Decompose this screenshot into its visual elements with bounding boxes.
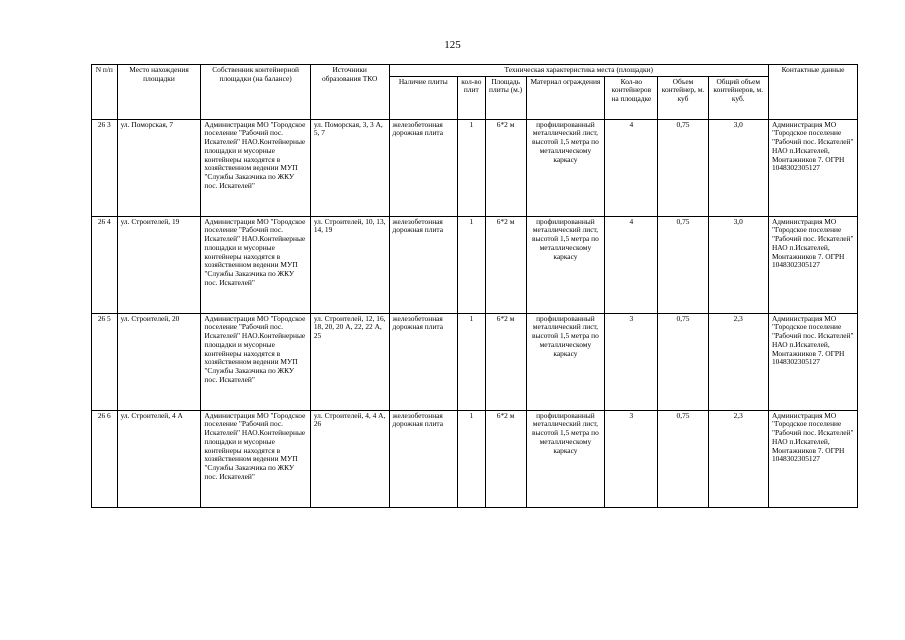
page-number: 125 bbox=[444, 39, 461, 51]
cell-plate-count: 1 bbox=[458, 410, 486, 507]
cell-contacts: Администрация МО "Городское поселение "Рабочий пос. Искателей" НАО п.Искателей, Монтажников 7. ОГРН 1048302305127 bbox=[768, 119, 857, 216]
cell-total-volume: 2,3 bbox=[708, 410, 768, 507]
cell-location: ул. Строителей, 4 А bbox=[117, 410, 201, 507]
cell-plate-count: 1 bbox=[458, 313, 486, 410]
cell-volume: 0,75 bbox=[658, 410, 708, 507]
cell-plate-area: 6*2 м bbox=[485, 216, 526, 313]
cell-plate-count: 1 bbox=[458, 119, 486, 216]
col-header-num: N п/п bbox=[92, 65, 118, 120]
cell-owner: Администрация МО "Городское поселение "Рабочий пос. Искателей" НАО.Контейнерные площадки и мусорные контейнеры находятся в хозяйственном ведении МУП "Службы Заказчика по ЖКУ пос. Искателей" bbox=[201, 410, 310, 507]
cell-location: ул. Строителей, 19 bbox=[117, 216, 201, 313]
cell-containers: 4 bbox=[605, 216, 658, 313]
cell-plates: железобетонная дорожная плита bbox=[389, 216, 458, 313]
cell-location: ул. Поморская, 7 bbox=[117, 119, 201, 216]
cell-sources: ул. Строителей, 12, 16, 18, 20, 20 А, 22, 22 А, 25 bbox=[310, 313, 389, 410]
cell-containers: 3 bbox=[605, 313, 658, 410]
col-header-owner: Собственник контейнерной площадки (на балансе) bbox=[201, 65, 310, 120]
cell-plate-count: 1 bbox=[458, 216, 486, 313]
cell-total-volume: 2,3 bbox=[708, 313, 768, 410]
cell-volume: 0,75 bbox=[658, 119, 708, 216]
cell-containers: 4 bbox=[605, 119, 658, 216]
cell-fence: профилированный металлический лист, высотой 1,5 метра по металлическому каркасу bbox=[526, 313, 605, 410]
cell-owner: Администрация МО "Городское поселение "Рабочий пос. Искателей" НАО.Контейнерные площадки и мусорные контейнеры находятся в хозяйственном ведении МУП "Службы Заказчика по ЖКУ пос. Искателей" bbox=[201, 119, 310, 216]
table-row bbox=[92, 313, 858, 410]
col-header-sources: Источники образования ТКО bbox=[310, 65, 389, 120]
cell-fence: профилированный металлический лист, высотой 1,5 метра по металлическому каркасу bbox=[526, 119, 605, 216]
col-header-volume: Объем контейнер, м. куб bbox=[658, 76, 708, 119]
cell-location: ул. Строителей, 20 bbox=[117, 313, 201, 410]
col-header-tech: Техническая характеристика места (площадки) bbox=[389, 65, 768, 77]
cell-volume: 0,75 bbox=[658, 313, 708, 410]
cell-sources: ул. Строителей, 10, 13, 14, 19 bbox=[310, 216, 389, 313]
cell-plates: железобетонная дорожная плита bbox=[389, 119, 458, 216]
cell-plate-area: 6*2 м bbox=[485, 119, 526, 216]
table-row bbox=[92, 119, 858, 216]
cell-num: 26 3 bbox=[92, 119, 118, 216]
cell-num: 26 4 bbox=[92, 216, 118, 313]
col-header-containers: Кол-во контейнеров на площадке bbox=[605, 76, 658, 119]
cell-num: 26 6 bbox=[92, 410, 118, 507]
cell-fence: профилированный металлический лист, высотой 1,5 метра по металлическому каркасу bbox=[526, 410, 605, 507]
cell-total-volume: 3,0 bbox=[708, 216, 768, 313]
cell-containers: 3 bbox=[605, 410, 658, 507]
cell-plate-area: 6*2 м bbox=[485, 410, 526, 507]
cell-num: 26 5 bbox=[92, 313, 118, 410]
cell-owner: Администрация МО "Городское поселение "Рабочий пос. Искателей" НАО.Контейнерные площадки и мусорные контейнеры находятся в хозяйственном ведении МУП "Службы Заказчика по ЖКУ пос. Искателей" bbox=[201, 313, 310, 410]
col-header-location: Место нахождения площадки bbox=[117, 65, 201, 120]
table-row bbox=[92, 216, 858, 313]
col-header-plate-count: кол-во плит bbox=[458, 76, 486, 119]
cell-total-volume: 3,0 bbox=[708, 119, 768, 216]
cell-contacts: Администрация МО "Городское поселение "Рабочий пос. Искателей" НАО п.Искателей, Монтажников 7. ОГРН 1048302305127 bbox=[768, 216, 857, 313]
col-header-total-volume: Общий объем контейнеров, м. куб. bbox=[708, 76, 768, 119]
container-sites-table bbox=[91, 64, 858, 508]
cell-fence: профилированный металлический лист, высотой 1,5 метра по металлическому каркасу bbox=[526, 216, 605, 313]
col-header-plate-area: Площадь плиты (м.) bbox=[485, 76, 526, 119]
cell-contacts: Администрация МО "Городское поселение "Рабочий пос. Искателей" НАО п.Искателей, Монтажников 7. ОГРН 1048302305127 bbox=[768, 313, 857, 410]
table-row bbox=[92, 410, 858, 507]
col-header-plates: Наличие плиты bbox=[389, 76, 458, 119]
col-header-contacts: Контактные данные bbox=[768, 65, 857, 120]
cell-owner: Администрация МО "Городское поселение "Рабочий пос. Искателей" НАО.Контейнерные площадки и мусорные контейнеры находятся в хозяйственном ведении МУП "Службы Заказчика по ЖКУ пос. Искателей" bbox=[201, 216, 310, 313]
cell-contacts: Администрация МО "Городское поселение "Рабочий пос. Искателей" НАО п.Искателей, Монтажников 7. ОГРН 1048302305127 bbox=[768, 410, 857, 507]
cell-plates: железобетонная дорожная плита bbox=[389, 313, 458, 410]
header-row-main bbox=[92, 65, 858, 77]
cell-volume: 0,75 bbox=[658, 216, 708, 313]
cell-plate-area: 6*2 м bbox=[485, 313, 526, 410]
cell-sources: ул. Строителей, 4, 4 А, 26 bbox=[310, 410, 389, 507]
cell-plates: железобетонная дорожная плита bbox=[389, 410, 458, 507]
col-header-fence: Материал ограждения bbox=[526, 76, 605, 119]
cell-sources: ул. Поморская, 3, 3 А, 5, 7 bbox=[310, 119, 389, 216]
